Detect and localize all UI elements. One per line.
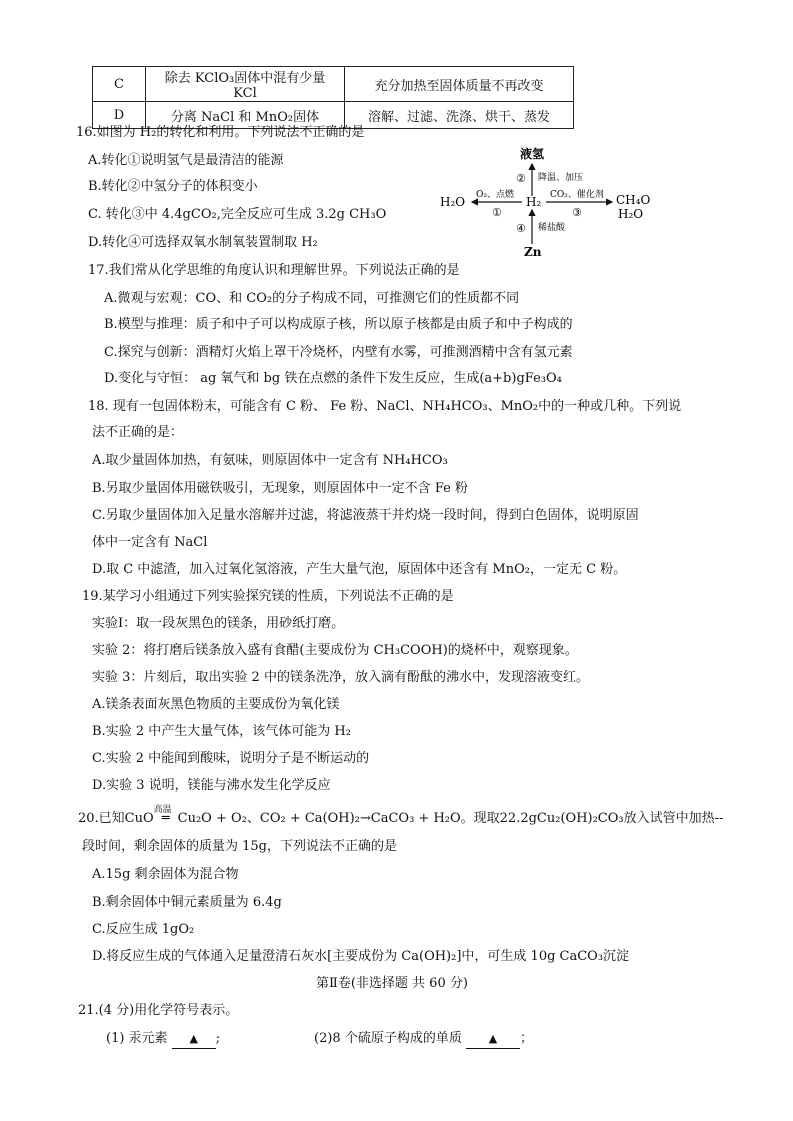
q20-option-c: C.反应生成 1gO₂ [92, 922, 195, 937]
reaction-condition: 高温 [153, 805, 172, 815]
q20-stem-rest: Cu₂O + O₂、CO₂ + Ca(OH)₂→CaCO₃ + H₂O。现取22.2gCu₂(OH)₂CO₃放入试管中加热-- [177, 811, 724, 826]
hydrogen-conversion-diagram [432, 140, 662, 260]
q17-option-b: B.模型与推理：质子和中子可以构成原子核，所以原子核都是由质子和中子构成的 [104, 317, 573, 332]
question-18-stem-cont: 法不正确的是： [92, 425, 184, 440]
q19-experiment-2: 实验 2：将打磨后镁条放入盛有食醋(主要成份为 CH₃COOH)的烧杯中，观察现象。 [92, 643, 578, 658]
section-2-heading: 第Ⅱ卷(非选择题 共 60 分) [316, 976, 468, 991]
q16-option-c: C. 转化③中 4.4gCO₂,完全反应可生成 3.2g CH₃O [88, 207, 387, 222]
q21-part-1 [106, 1030, 220, 1049]
q20-stem-start: 20.已知CuO [78, 811, 154, 826]
q19-option-c: C.实验 2 中能闻到酸味，说明分子是不断运动的 [92, 751, 370, 766]
step-3-condition: CO₂、催化剂 [550, 190, 604, 200]
table-cell: 分离 NaCl 和 MnO₂固体 [146, 102, 345, 129]
step-1-number: ① [492, 206, 502, 219]
question-20-stem-cont: 段时间，剩余固体的质量为 15g，下列说法不正确的是 [82, 839, 397, 854]
q21-part-2-label: (2)8 个硫原子构成的单质 [314, 1031, 462, 1046]
q19-option-d: D.实验 3 说明，镁能与沸水发生化学反应 [92, 778, 331, 793]
question-17-stem: 17.我们常从化学思维的角度认识和理解世界。下列说法正确的是 [88, 263, 460, 278]
table-cell: C [93, 67, 146, 102]
q20-option-d: D.将反应生成的气体通入足量澄清石灰水[主要成份为 Ca(OH)₂]中，可生成 10g CaCO₃沉淀 [92, 949, 630, 964]
q19-experiment-3: 实验 3：片刻后，取出实验 2 中的镁条洗净，放入滴有酚酞的沸水中，发现溶液变红。 [92, 670, 589, 685]
question-16-stem: 16.如图为 H₂的转化和利用。下列说法不正确的是 [76, 125, 365, 140]
step-3-number: ③ [572, 206, 582, 219]
q21-part-1-label: (1) 汞元素 [106, 1031, 168, 1046]
q18-option-b: B.另取少量固体用磁铁吸引，无现象，则原固体中一定不含 Fe 粉 [92, 481, 468, 496]
q17-option-a: A.微观与宏观：CO、和 CO₂的分子构成不同，可推测它们的性质都不同 [104, 291, 520, 306]
q20-option-b: B.剩余固体中铜元素质量为 6.4g [92, 895, 282, 910]
step-4-number: ④ [516, 222, 526, 235]
separator: ； [519, 1031, 533, 1046]
water-product-label: H₂O [618, 207, 644, 221]
answer-blank[interactable]: ▲ [172, 1030, 216, 1049]
step-1-condition: O₂、点燃 [476, 190, 514, 200]
separator: ; [215, 1031, 221, 1046]
question-20-stem [78, 805, 724, 828]
q19-option-b: B.实验 2 中产生大量气体，该气体可能为 H₂ [92, 724, 351, 739]
q18-option-c-cont: 体中一定含有 NaCl [92, 535, 208, 550]
answer-blank[interactable]: ▲ [466, 1030, 520, 1049]
methanol-label: CH₄O [616, 193, 651, 207]
q21-part-2 [314, 1030, 533, 1049]
q18-option-d: D.取 C 中滤渣，加入过氧化氢溶液，产生大量气泡，原固体中还含有 MnO₂，一定无 C 粉。 [92, 562, 627, 577]
liquid-hydrogen-label: 液氢 [520, 147, 545, 161]
q17-option-c: C.探究与创新：酒精灯火焰上罩干冷烧杯，内壁有水雾，可推测酒精中含有氢元素 [104, 345, 573, 360]
question-18-stem: 18. 现有一包固体粉末，可能含有 C 粉、 Fe 粉、NaCl、NH₄HCO₃、MnO₂中的一种或几种。下列说 [88, 399, 682, 414]
options-table [92, 66, 574, 129]
table-cell: D [93, 102, 146, 129]
q19-option-a: A.镁条表面灰黑色物质的主要成份为氧化镁 [92, 697, 340, 712]
q17-option-d: D.变化与守恒： ag 氧气和 bg 铁在点燃的条件下发生反应，生成(a+b)gFe₃O₄ [104, 371, 562, 386]
q19-experiment-1: 实验Ⅰ：取一段灰黑色的镁条，用砂纸打磨。 [92, 616, 345, 631]
q20-option-a: A.15g 剩余固体为混合物 [92, 867, 239, 882]
step-4-condition: 稀盐酸 [538, 223, 566, 233]
q16-option-a: A.转化①说明氢气是最清洁的能源 [88, 153, 284, 168]
q18-option-a: A.取少量固体加热，有氨味，则原固体中一定含有 NH₄HCO₃ [92, 453, 448, 468]
reaction-arrow: 高温 ═ [154, 810, 178, 828]
q16-option-b: B.转化②中氢分子的体积变小 [88, 179, 258, 194]
water-label: H₂O [440, 195, 466, 209]
table-cell: 除去 KClO₃固体中混有少量 KCl [146, 67, 345, 102]
step-2-number: ② [516, 172, 526, 185]
q16-option-d: D.转化④可选择双氧水制氧装置制取 H₂ [88, 235, 318, 250]
zinc-label: Zn [524, 245, 542, 259]
table-row [93, 67, 574, 102]
question-19-stem: 19.某学习小组通过下列实验探究镁的性质，下列说法不正确的是 [82, 589, 454, 604]
step-2-condition: 降温、加压 [538, 173, 584, 183]
table-cell: 充分加热至固体质量不再改变 [345, 67, 574, 102]
hydrogen-label: H₂ [526, 195, 542, 209]
q18-option-c: C.另取少量固体加入足量水溶解并过滤，将滤液蒸干并灼烧一段时间，得到白色固体，说明原固 [92, 508, 639, 523]
table-cell: 溶解、过滤、洗涤、烘干、蒸发 [345, 102, 574, 129]
question-21-stem: 21.(4 分)用化学符号表示。 [78, 1003, 239, 1018]
